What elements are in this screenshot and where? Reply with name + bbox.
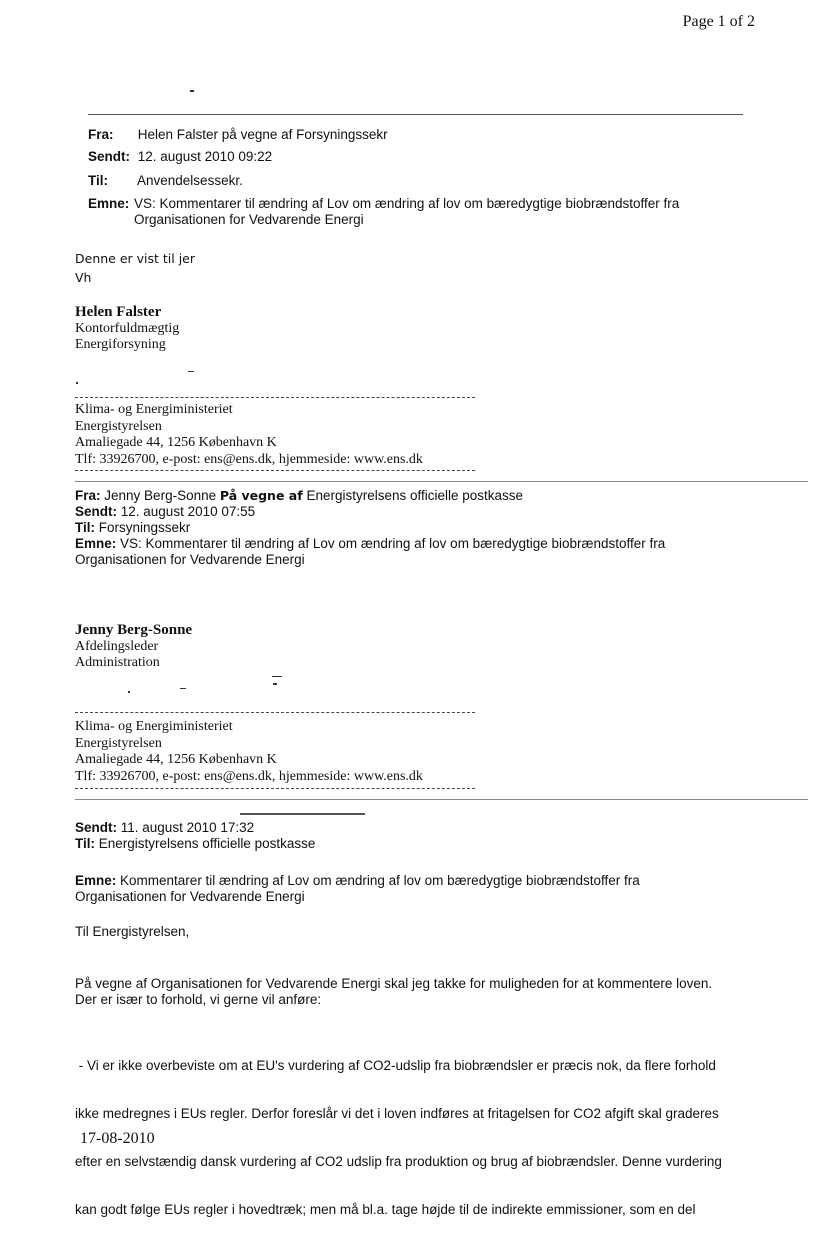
org2-block [75,719,423,785]
org2-top-divider [75,712,475,713]
message3-to-row [75,836,315,852]
body-paragraph2 [75,1026,722,1234]
message1-from-row [88,127,388,142]
org-agency: Energistyrelsen [75,418,162,434]
message2-to-row [75,520,665,536]
paragraph1-line1: På vegne af Organisationen for Vedvarende Energi skal jeg takke for muligheden for at kommentere loven. [75,976,713,991]
to-value: Energistyrelsens officielle postkasse [98,836,316,851]
message3-divider [75,799,808,800]
message3-header [75,820,315,852]
from-label: Fra: [88,127,114,142]
note [75,249,195,287]
scan-speck [76,382,78,384]
subject-line2: Organisationen for Vedvarende Energi [75,552,305,567]
message2-from-row [75,488,665,504]
scan-speck [190,90,194,92]
subject-line2: Organisationen for Vedvarende Energi [75,889,305,904]
paragraph1-line2: Der er især to forhold, vi gerne vil anføre: [75,992,322,1007]
scan-speck [188,371,194,372]
org-address: Amaliegade 44, 1256 København K [75,752,277,767]
paragraph2-line2: ikke medregnes i EUs regler. Derfor foreslår vi det i loven indføres at fritagelsen for CO2 afgift skal graderes [75,1106,719,1121]
scan-speck [128,691,130,693]
message1-sent-row [88,149,272,164]
to-label: Til: [88,173,108,188]
header-divider [88,114,743,115]
signature-name: Jenny Berg-Sonne [75,622,193,638]
signature-title: Afdelingsleder [75,638,159,654]
sent-value: 12. august 2010 09:22 [137,149,273,164]
subject-label: Emne: [88,196,130,211]
scan-speck [272,676,282,677]
sent-value: 11. august 2010 17:32 [120,820,255,835]
org-agency: Energistyrelsen [75,735,162,751]
to-value: Anvendelsessekr. [137,173,243,188]
subject-line1: VS: Kommentarer til ændring af Lov om ændring af lov om bæredygtige biobrændstoffer fra [134,196,680,211]
from-value: Helen Falster på vegne af Forsyningssekr [137,127,388,142]
org-contact: Tlf: 33926700, e-post: ens@ens.dk, hjemmeside: www.ens.dk [75,768,423,784]
signature1 [75,304,179,354]
subject-label: Emne: [75,873,117,888]
signature-department: Administration [75,655,160,670]
message2-divider [75,481,808,482]
paragraph2-line1: - Vi er ikke overbeviste om at EU's vurdering af CO2-udslip fra biobrændsler er præcis nok, da flere forhold [75,1058,716,1073]
org-contact: Tlf: 33926700, e-post: ens@ens.dk, hjemmeside: www.ens.dk [75,451,423,467]
subject-line1: VS: Kommentarer til ændring af Lov om ændring af lov om bæredygtige biobrændstoffer fra [120,536,666,551]
signature-name: Helen Falster [75,304,162,320]
paragraph2-line3: efter en selvstændig dansk vurdering af CO2 udslip fra produktion og brug af biobrændsler. Denne vurdering [75,1154,722,1169]
signature-department: Energiforsyning [75,337,166,352]
to-label: Til: [75,520,95,535]
to-label: Til: [75,836,95,851]
signature-title: Kontorfuldmægtig [75,320,180,336]
footer-date: 17-08-2010 [80,1130,155,1147]
subject-line1: Kommentarer til ændring af Lov om ændring af lov om bæredygtige biobrændstoffer fra [120,873,640,888]
note-line2: Vh [75,270,92,285]
subject-label: Emne: [75,536,117,551]
scan-speck [273,683,277,685]
message1-to-row [88,173,243,188]
note-line1: Denne er vist til jer [75,251,196,266]
message3-sent-row [75,820,315,836]
scan-speck [180,688,186,689]
org1-top-divider [75,397,475,398]
from-label: Fra: [75,488,101,503]
body-paragraph1 [75,976,712,1008]
sent-label: Sendt: [88,149,130,164]
paragraph2-line4: kan godt følge EUs regler i hovedtræk; men må bl.a. tage højde til de indirekte emmissioner, som en del [75,1202,696,1217]
org2-bottom-divider [75,788,475,789]
sent-label: Sendt: [75,504,117,519]
from-org: Energistyrelsens officielle postkasse [306,488,524,503]
from-name: Jenny Berg-Sonne [104,488,217,503]
org-ministry: Klima- og Energiministeriet [75,402,233,417]
message2-sent-row [75,504,665,520]
org-ministry: Klima- og Energiministeriet [75,719,233,734]
body-greeting: Til Energistyrelsen, [75,924,190,939]
org1-block [75,402,423,468]
message2-header [75,488,665,568]
page-number: Page 1 of 2 [682,13,755,30]
sent-value: 12. august 2010 07:55 [120,504,256,519]
message2-subject-row [75,536,665,552]
org-address: Amaliegade 44, 1256 København K [75,435,277,450]
obscured-from-line [240,813,365,815]
signature2 [75,622,192,672]
message1-subject-row [88,196,679,228]
on-behalf-label: På vegne af [219,488,303,503]
to-value: Forsyningssekr [98,520,191,535]
sent-label: Sendt: [75,820,117,835]
org1-bottom-divider [75,470,475,471]
subject-line2: Organisationen for Vedvarende Energi [134,212,364,227]
message3-subject-row [75,873,640,905]
